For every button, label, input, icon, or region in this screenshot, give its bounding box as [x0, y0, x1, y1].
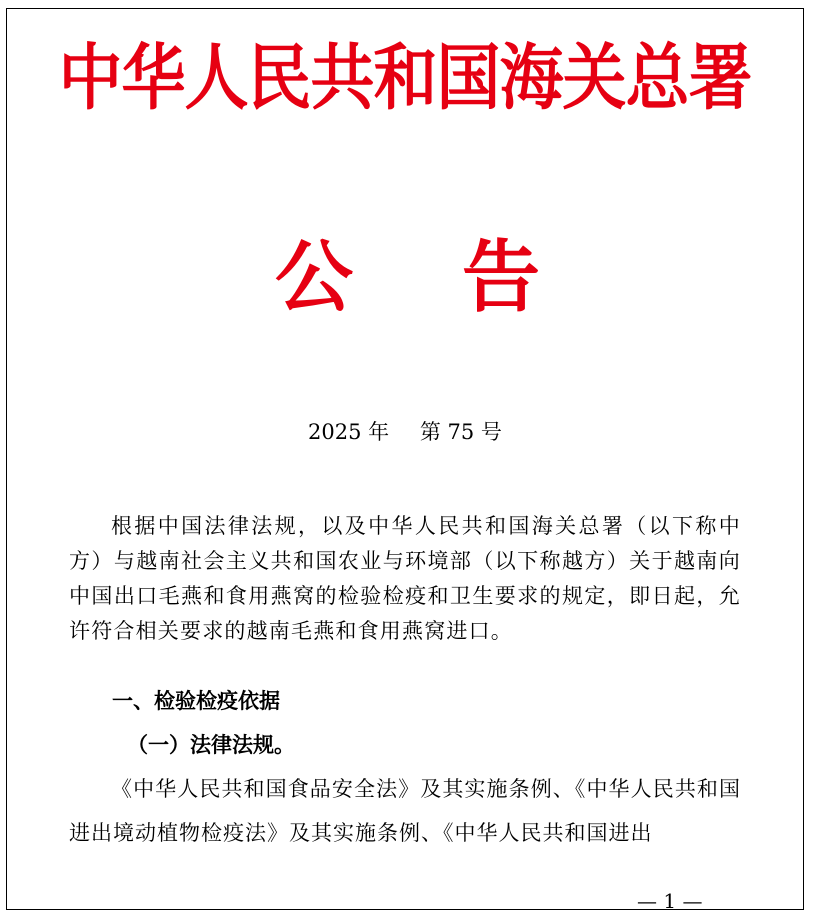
law-paragraph: 《中华人民共和国食品安全法》及其实施条例、《中华人民共和国进出境动植物检疫法》及其实施条例、《中华人民共和国进出 [69, 777, 741, 845]
section-heading-1: 一、检验检疫依据 [112, 689, 280, 713]
issuer-title: 中华人民共和国海关总署 [58, 37, 752, 121]
law-paragraph-block [69, 767, 741, 855]
intro-paragraph: 根据中国法律法规，以及中华人民共和国海关总署（以下称中方）与越南社会主义共和国农业与环境部（以下称越方）关于越南向中国出口毛燕和食用燕窝的检验检疫和卫生要求的规定，即日起，允许符合相关要求的越南毛燕和食用燕窝进口。 [69, 514, 741, 643]
document-number [7, 422, 803, 443]
subsection-heading-1: （一）法律法规。 [127, 733, 295, 757]
document-year: 2025 年 [308, 420, 390, 444]
document-serial: 第 75 号 [419, 420, 502, 444]
document-type-char-2: 告 [462, 233, 541, 323]
intro-paragraph-block [69, 509, 741, 649]
document-page [6, 8, 804, 913]
page-number: — 1 — [637, 889, 703, 913]
document-type-char-1: 公 [275, 233, 354, 323]
